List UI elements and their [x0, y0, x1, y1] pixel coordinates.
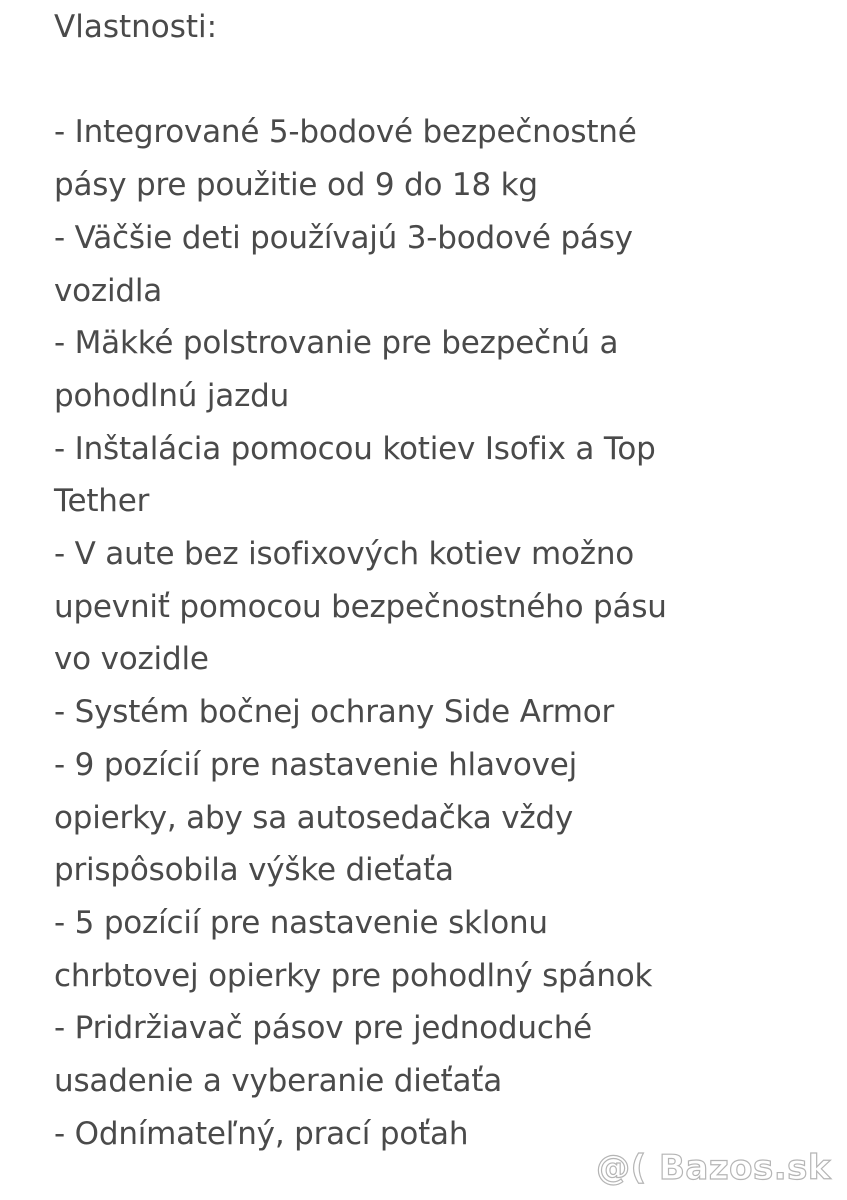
text-line: pohodlnú jazdu	[54, 377, 290, 414]
text-line: usadenie a vyberanie dieťaťa	[54, 1063, 503, 1100]
features-heading: Vlastnosti:	[54, 9, 218, 45]
text-line: pásy pre použitie od 9 do 18 kg	[54, 167, 538, 204]
text-line: vozidla	[54, 272, 163, 309]
text-line: Tether	[54, 483, 150, 520]
bazos-watermark: @( Bazos.sk	[596, 1148, 831, 1188]
text-line: - 5 pozícií pre nastavenie sklonu	[54, 904, 548, 941]
text-line: upevniť pomocou bezpečnostného pásu	[54, 588, 667, 625]
text-line: - Integrované 5-bodové bezpečnostné	[54, 114, 637, 151]
text-line: chrbtovej opierky pre pohodlný spánok	[54, 957, 653, 994]
text-line: - Pridržiavač pásov pre jednoduché	[54, 1010, 593, 1047]
text-line: - 9 pozícií pre nastavenie hlavovej	[54, 746, 578, 783]
features-text	[54, 0, 834, 1160]
text-line: vo vozidle	[54, 641, 209, 678]
text-line: - Inštalácia pomocou kotiev Isofix a Top	[54, 430, 656, 467]
text-line: - Mäkké polstrovanie pre bezpečnú a	[54, 325, 619, 362]
blank-line	[54, 54, 834, 107]
text-line: - Systém bočnej ochrany Side Armor	[54, 694, 615, 731]
text-line: opierky, aby sa autosedačka vždy	[54, 799, 574, 836]
text-line: prispôsobila výške dieťaťa	[54, 852, 454, 889]
text-line: - Odnímateľný, prací poťah	[54, 1115, 469, 1152]
text-line: - V aute bez isofixových kotiev možno	[54, 536, 635, 573]
text-line: - Väčšie deti používajú 3-bodové pásy	[54, 219, 633, 256]
